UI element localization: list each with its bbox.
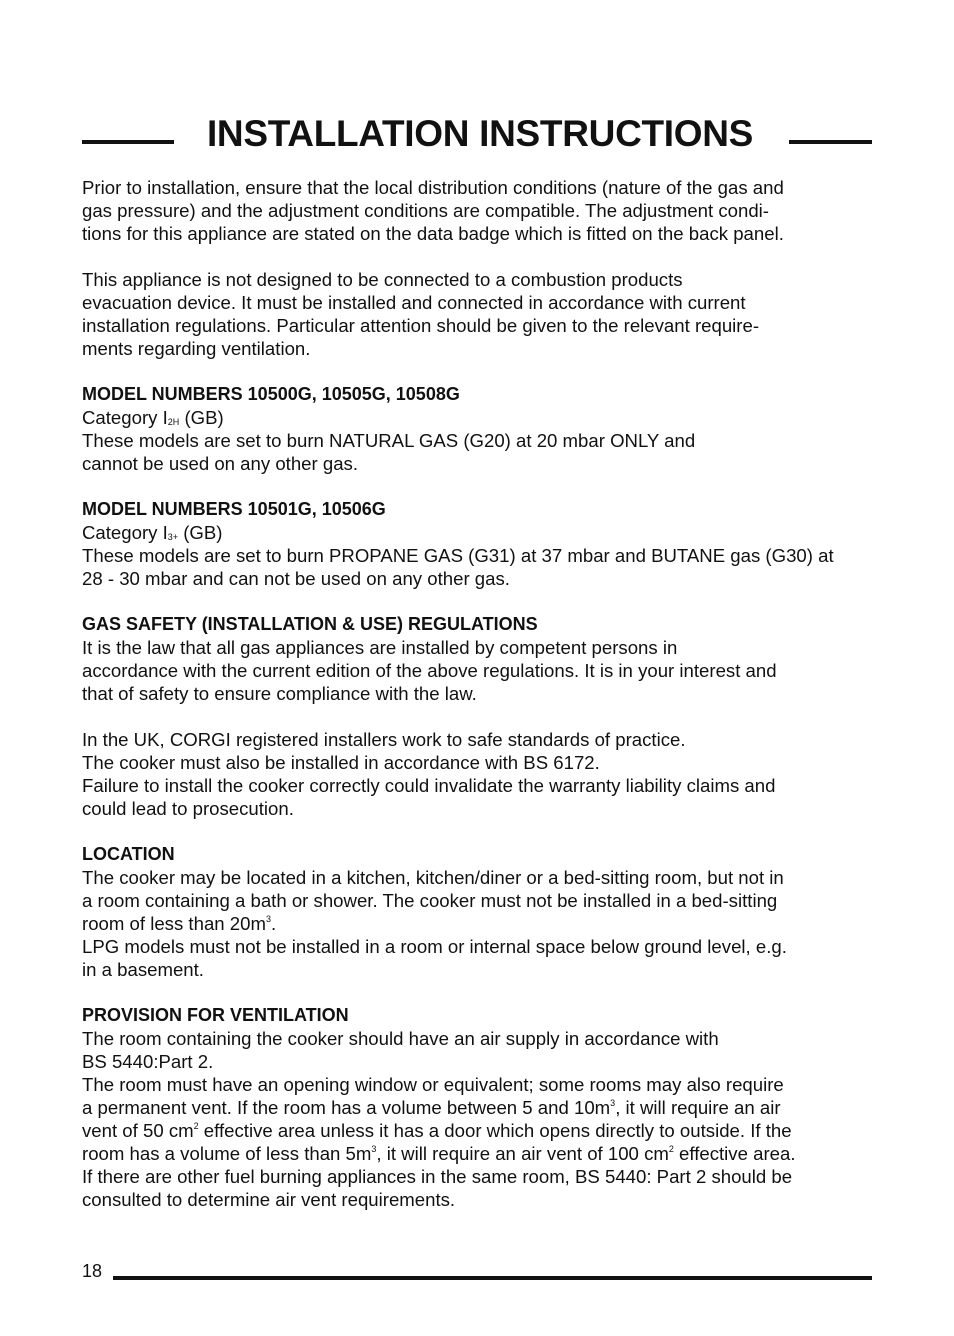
section-lpg-models: [82, 498, 872, 590]
category-subscript: 3+: [167, 532, 179, 542]
intro-paragraph-2: [82, 268, 872, 360]
text-fragment: room of less than 20m: [82, 913, 266, 934]
text-line: Failure to install the cooker correctly could invalidate the warranty liability claims and: [82, 775, 776, 796]
section-heading: MODEL NUMBERS 10500G, 10505G, 10508G: [82, 384, 460, 404]
category-prefix: Category I: [82, 407, 168, 428]
text-line: 28 - 30 mbar and can not be used on any other gas.: [82, 568, 510, 589]
text-line: In the UK, CORGI registered installers work to safe standards of practice.: [82, 729, 686, 750]
title-rule-left: [82, 140, 174, 144]
text-line: accordance with the current edition of the above regulations. It is in your interest and: [82, 660, 777, 681]
section-natural-gas-models: [82, 383, 872, 475]
text-fragment: room has a volume of less than 5m: [82, 1143, 372, 1164]
category-line: [82, 521, 872, 544]
page-content: [82, 176, 872, 1234]
superscript: 2: [193, 1121, 199, 1131]
title-rule-right: [789, 140, 872, 144]
superscript: 3: [371, 1144, 377, 1154]
text-line: [82, 912, 872, 935]
text-line: LPG models must not be installed in a room or internal space below ground level, e.g.: [82, 936, 787, 957]
page-number: 18: [82, 1261, 103, 1281]
text-fragment: vent of 50 cm: [82, 1120, 194, 1141]
text-line: [82, 1096, 872, 1119]
text-line: These models are set to burn PROPANE GAS (G31) at 37 mbar and BUTANE gas (G30) at: [82, 545, 834, 566]
text-line: a room containing a bath or shower. The cooker must not be installed in a bed-sitting: [82, 890, 778, 911]
text-fragment: , it will require an air: [615, 1097, 781, 1118]
section-gas-safety: [82, 613, 872, 705]
category-suffix: (GB): [178, 522, 223, 543]
text-line: It is the law that all gas appliances are installed by competent persons in: [82, 637, 678, 658]
section-heading: GAS SAFETY (INSTALLATION & USE) REGULATIONS: [82, 614, 538, 634]
text-fragment: effective area unless it has a door which opens directly to outside. If the: [198, 1120, 792, 1141]
text-line: If there are other fuel burning appliances in the same room, BS 5440: Part 2 should be: [82, 1166, 793, 1187]
footer-rule: [113, 1276, 872, 1280]
category-line: [82, 406, 872, 429]
text-line: could lead to prosecution.: [82, 798, 294, 819]
text-line: Prior to installation, ensure that the local distribution conditions (nature of the gas and: [82, 177, 784, 198]
text-line: [82, 1119, 872, 1142]
text-line: that of safety to ensure compliance with the law.: [82, 683, 477, 704]
section-heading: LOCATION: [82, 844, 175, 864]
text-line: This appliance is not designed to be connected to a combustion products: [82, 269, 683, 290]
text-line: The cooker may be located in a kitchen, kitchen/diner or a bed-sitting room, but not in: [82, 867, 784, 888]
text-line: The cooker must also be installed in accordance with BS 6172.: [82, 752, 600, 773]
page-title: INSTALLATION INSTRUCTIONS: [206, 113, 754, 154]
text-line: BS 5440:Part 2.: [82, 1051, 214, 1072]
text-fragment: , it will require an air vent of 100 cm: [376, 1143, 669, 1164]
text-line: The room must have an opening window or equivalent; some rooms may also require: [82, 1074, 784, 1095]
text-line: tions for this appliance are stated on the data badge which is fitted on the back panel.: [82, 223, 784, 244]
gas-safety-paragraph-2: [82, 728, 872, 820]
section-ventilation: [82, 1004, 872, 1211]
text-line: The room containing the cooker should have an air supply in accordance with: [82, 1028, 719, 1049]
text-line: ments regarding ventilation.: [82, 338, 311, 359]
category-prefix: Category I: [82, 522, 168, 543]
text-line: installation regulations. Particular attention should be given to the relevant require-: [82, 315, 760, 336]
text-line: in a basement.: [82, 959, 204, 980]
text-fragment: .: [270, 913, 277, 934]
text-line: These models are set to burn NATURAL GAS (G20) at 20 mbar ONLY and: [82, 430, 696, 451]
text-line: cannot be used on any other gas.: [82, 453, 359, 474]
text-fragment: a permanent vent. If the room has a volume between 5 and 10m: [82, 1097, 611, 1118]
category-suffix: (GB): [179, 407, 224, 428]
intro-paragraph-1: [82, 176, 872, 245]
section-heading: PROVISION FOR VENTILATION: [82, 1005, 349, 1025]
text-line: evacuation device. It must be installed and connected in accordance with current: [82, 292, 746, 313]
superscript: 3: [265, 914, 271, 924]
section-heading: MODEL NUMBERS 10501G, 10506G: [82, 499, 386, 519]
text-fragment: effective area.: [673, 1143, 796, 1164]
text-line: consulted to determine air vent requirements.: [82, 1189, 456, 1210]
section-location: [82, 843, 872, 981]
superscript: 2: [668, 1144, 674, 1154]
category-subscript: 2H: [167, 417, 180, 427]
text-line: [82, 1142, 872, 1165]
text-line: gas pressure) and the adjustment conditions are compatible. The adjustment condi-: [82, 200, 769, 221]
superscript: 3: [610, 1098, 616, 1108]
